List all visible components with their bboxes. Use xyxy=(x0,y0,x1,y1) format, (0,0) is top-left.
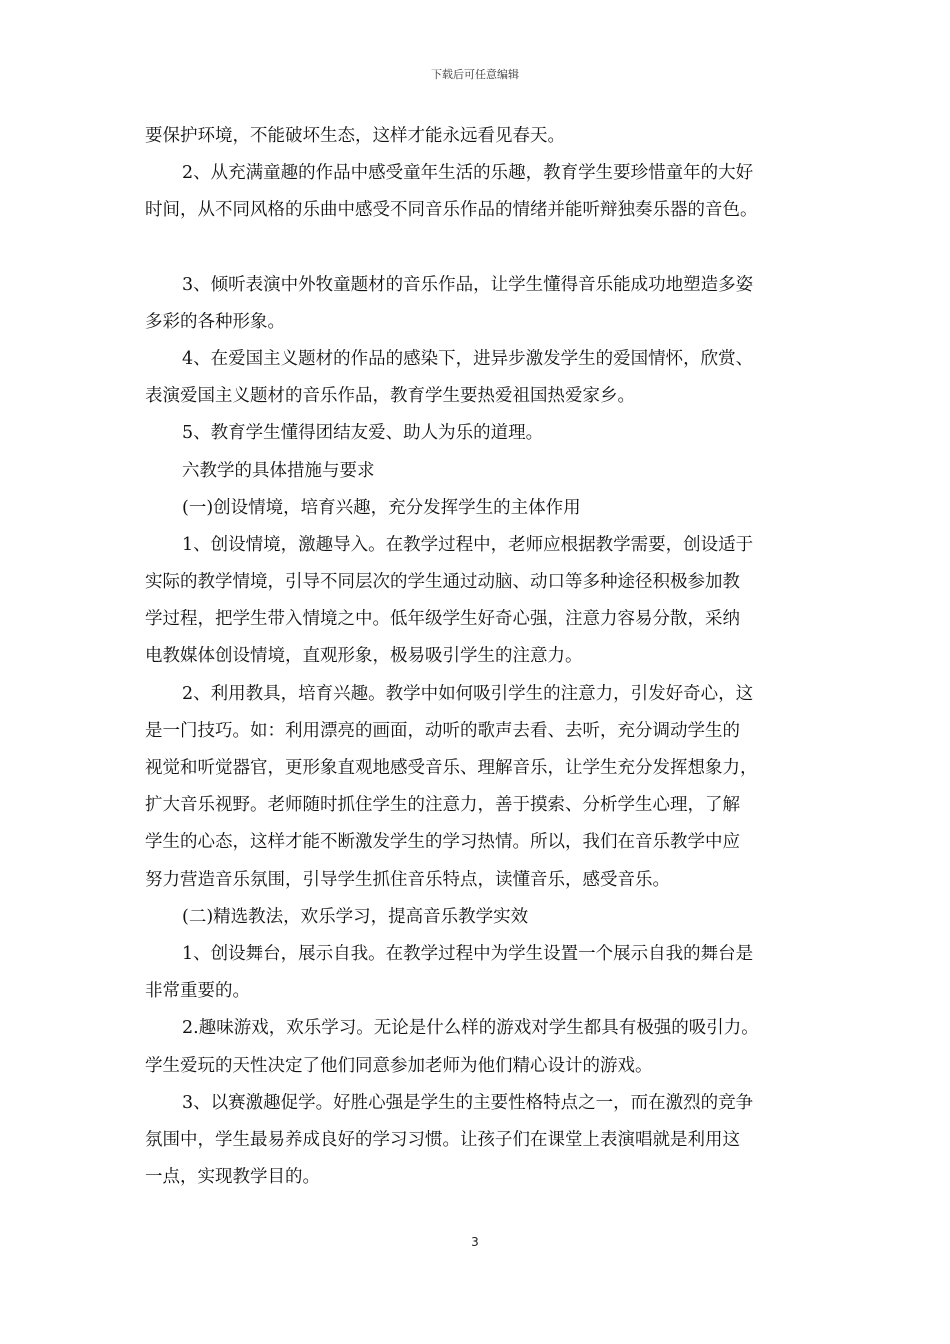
text-line: 2、从充满童趣的作品中感受童年生活的乐趣，教育学生要珍惜童年的大好 xyxy=(182,163,754,184)
paragraph-gap xyxy=(145,230,815,267)
text-line: 扩大音乐视野。老师随时抓住学生的注意力，善于摸索、分析学生心理，了解 xyxy=(145,795,740,816)
text-line: 实际的教学情境，引导不同层次的学生通过动脑、动口等多种途径积极参加教 xyxy=(145,572,740,593)
text-line: 是一门技巧。如：利用漂亮的画面，动听的歌声去看、去听，充分调动学生的 xyxy=(145,720,740,741)
text-line: 学过程，把学生带入情境之中。低年级学生好奇心强，注意力容易分散，采纳 xyxy=(145,609,740,630)
subsection-heading: (一)创设情境，培育兴趣，充分发挥学生的主体作用 xyxy=(182,497,581,518)
text-line: 多彩的各种形象。 xyxy=(145,311,285,332)
text-line: 氛围中，学生最易养成良好的学习习惯。让孩子们在课堂上表演唱就是利用这 xyxy=(145,1129,740,1150)
page-number: 3 xyxy=(471,1235,479,1249)
text-line: 1、创设情境，激趣导入。在教学过程中，老师应根据教学需要，创设适于 xyxy=(182,534,754,555)
subsection-heading: (二)精选教法，欢乐学习，提高音乐教学实效 xyxy=(182,906,529,927)
text-line: 表演爱国主义题材的音乐作品，教育学生要热爱祖国热爱家乡。 xyxy=(145,386,635,407)
text-line: 1、创设舞台，展示自我。在教学过程中为学生设置一个展示自我的舞台是 xyxy=(182,943,754,964)
text-line: 5、教育学生懂得团结友爱、助人为乐的道理。 xyxy=(182,423,544,444)
text-line: 学生爱玩的天性决定了他们同意参加老师为他们精心设计的游戏。 xyxy=(145,1055,653,1076)
text-line: 时间，从不同风格的乐曲中感受不同音乐作品的情绪并能听辩独奏乐器的音色。 xyxy=(145,200,758,221)
text-line: 电教媒体创设情境，直观形象，极易吸引学生的注意力。 xyxy=(145,646,583,667)
text-line: 要保护环境，不能破坏生态，这样才能永远看见春天。 xyxy=(145,126,565,146)
text-line: 非常重要的。 xyxy=(145,981,250,1002)
text-line: 学生的心态，这样才能不断激发学生的学习热情。所以，我们在音乐教学中应 xyxy=(145,832,740,853)
text-line: 3、倾听表演中外牧童题材的音乐作品，让学生懂得音乐能成功地塑造多姿 xyxy=(182,274,754,295)
text-line: 2.趣味游戏，欢乐学习。无论是什么样的游戏对学生都具有极强的吸引力。 xyxy=(182,1018,759,1039)
document-body xyxy=(145,118,815,1196)
text-line: 2、利用教具，培育兴趣。教学中如何吸引学生的注意力，引发好奇心，这 xyxy=(182,683,754,704)
section-heading: 六教学的具体措施与要求 xyxy=(182,460,375,481)
text-line: 4、在爱国主义题材的作品的感染下，进异步激发学生的爱国情怀，欣赏、 xyxy=(182,348,754,369)
text-line: 视觉和听觉器官，更形象直观地感受音乐、理解音乐，让学生充分发挥想象力， xyxy=(145,758,758,778)
page-header: 下载后可任意编辑 xyxy=(431,68,519,81)
text-line: 努力营造音乐氛围，引导学生抓住音乐特点，读懂音乐，感受音乐。 xyxy=(145,869,670,890)
text-line: 3、以赛激趣促学。好胜心强是学生的主要性格特点之一，而在激烈的竞争 xyxy=(182,1092,754,1113)
text-line: 一点，实现教学目的。 xyxy=(145,1167,320,1188)
